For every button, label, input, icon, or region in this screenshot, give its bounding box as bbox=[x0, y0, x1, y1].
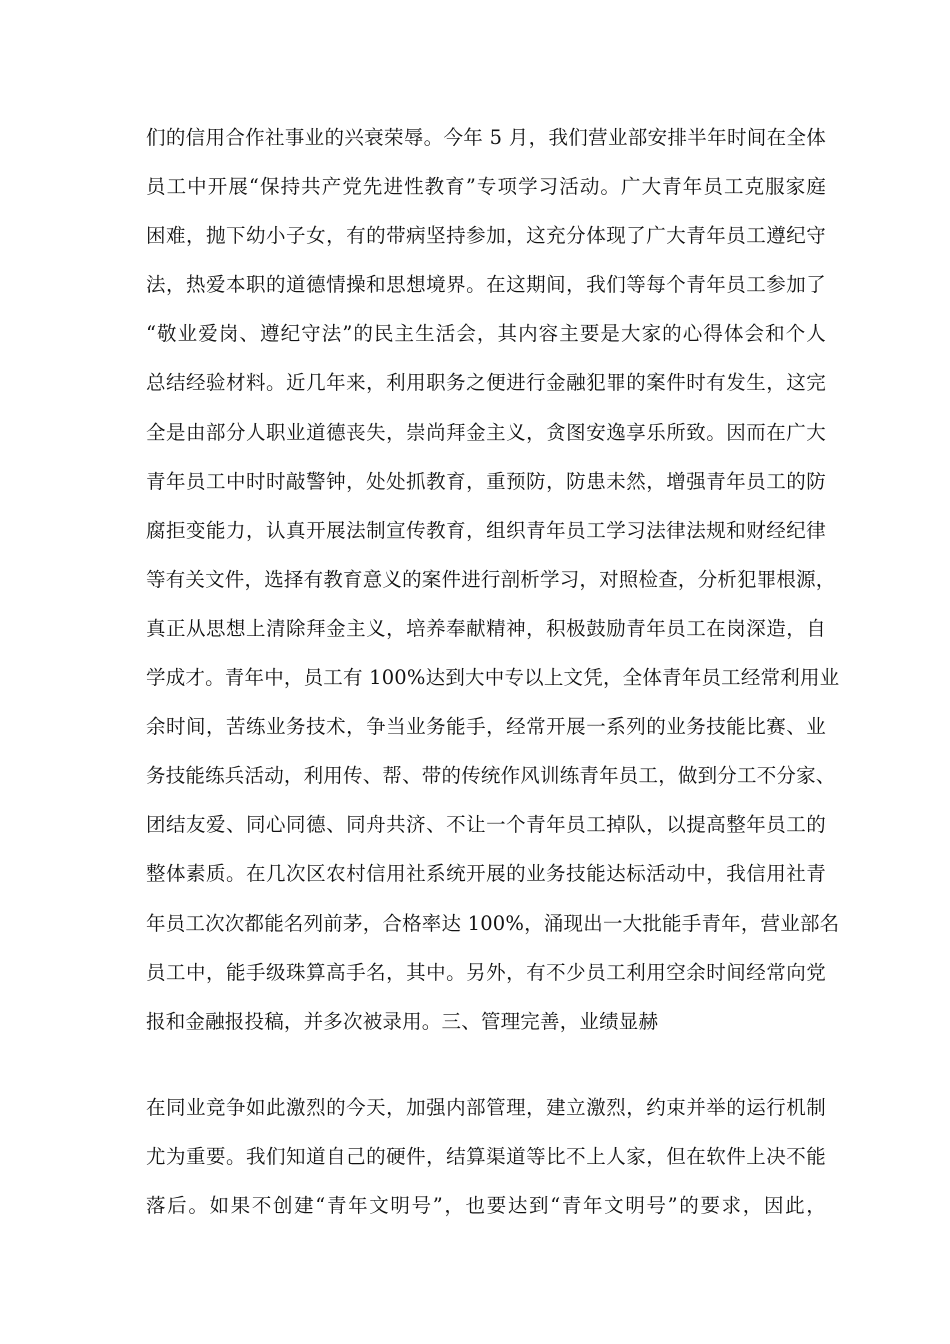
text-line: 员工中开展“保持共产党先进性教育”专项学习活动。广大青年员工克服家庭 bbox=[146, 175, 826, 199]
text-line: 法，热爱本职的道德情操和思想境界。在这期间，我们等每个青年员工参加了 bbox=[146, 273, 826, 297]
text-line: 腐拒变能力，认真开展法制宣传教育，组织青年员工学习法律法规和财经纪律 bbox=[146, 518, 826, 542]
text-line: 困难，抛下幼小子女，有的带病坚持参加，这充分体现了广大青年员工遵纪守 bbox=[146, 224, 826, 248]
text-line: 全是由部分人职业道德丧失，崇尚拜金主义，贪图安逸享乐所致。因而在广大 bbox=[146, 420, 826, 444]
text-line: 总结经验材料。近几年来，利用职务之便进行金融犯罪的案件时有发生，这完 bbox=[146, 371, 826, 395]
text-line: 尤为重要。我们知道自己的硬件，结算渠道等比不上人家，但在软件上决不能 bbox=[146, 1145, 826, 1169]
text-line: 学成才。青年中，员工有 100%达到大中专以上文凭，全体青年员工经常利用业 bbox=[146, 666, 840, 690]
text-line: “敬业爱岗、遵纪守法”的民主生活会，其内容主要是大家的心得体会和个人 bbox=[146, 322, 826, 346]
text-line: 真正从思想上清除拜金主义，培养奉献精神，积极鼓励青年员工在岗深造，自 bbox=[146, 616, 826, 640]
text-line: 团结友爱、同心同德、同舟共济、不让一个青年员工掉队，以提高整年员工的 bbox=[146, 813, 826, 837]
text-line: 余时间，苦练业务技术，争当业务能手，经常开展一系列的业务技能比赛、业 bbox=[146, 715, 826, 739]
text-line: 整体素质。在几次区农村信用社系统开展的业务技能达标活动中，我信用社青 bbox=[146, 862, 826, 886]
text-line: 们的信用合作社事业的兴衰荣辱。今年 5 月，我们营业部安排半年时间在全体 bbox=[146, 126, 826, 149]
text-line-last: 报和金融报投稿，并多次被录用。三、管理完善，业绩显赫 bbox=[146, 1009, 659, 1033]
text-line: 年员工次次都能名列前茅，合格率达 100%，涌现出一大批能手青年，营业部名 bbox=[146, 911, 840, 935]
text-line: 在同业竞争如此激烈的今天，加强内部管理，建立激烈，约束并举的运行机制 bbox=[146, 1096, 826, 1119]
text-line: 务技能练兵活动，利用传、帮、带的传统作风训练青年员工，做到分工不分家、 bbox=[146, 764, 836, 788]
paragraph-1 bbox=[146, 120, 840, 1053]
text-line: 青年员工中时时敲警钟，处处抓教育，重预防，防患未然，增强青年员工的防 bbox=[146, 469, 826, 493]
text-line: 等有关文件，选择有教育意义的案件进行剖析学习，对照检查，分析犯罪根源， bbox=[146, 567, 836, 591]
text-line: 员工中，能手级珠算高手名，其中。另外，有不少员工利用空余时间经常向党 bbox=[146, 960, 826, 984]
text-line: 落后。如果不创建“青年文明号”，也要达到“青年文明号”的要求，因此， bbox=[146, 1194, 826, 1218]
paragraph-2 bbox=[146, 1090, 826, 1237]
